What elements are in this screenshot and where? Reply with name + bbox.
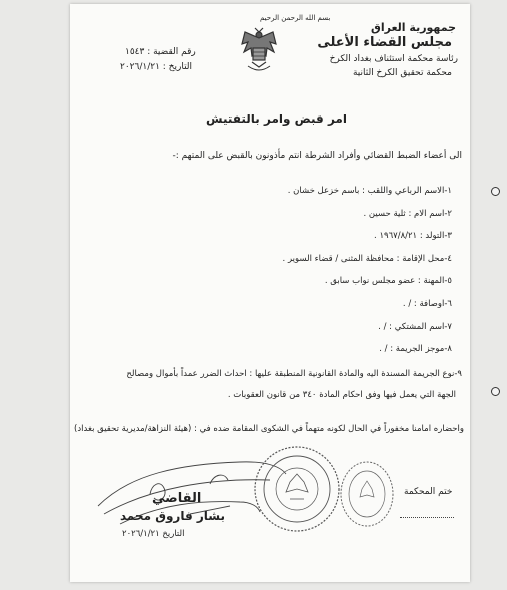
document-page [70,4,470,582]
list-item: ٥-المهنة : عضو مجلس نواب سابق . [324,276,452,286]
list-item: ٧-اسم المشتكي : / . [378,322,452,332]
closing-line: واحضاره امامنا مخفوراً في الحال لكونه متهماً في الشكوى المقامة ضده في : (هيئة النزاهة/مديرية تحقيق بغداد) [74,424,464,434]
court-seal-label: ختم المحكمة [404,487,453,497]
council-name: مجلس القضاء الأعلى [317,35,452,50]
country-name: جمهورية العراق [371,21,456,34]
basmala: بسم الله الرحمن الرحيم [260,14,331,22]
judge-seal-stamp [252,444,342,534]
list-item: ٣-التولد : ١٩٦٧/٨/٢١ . [374,231,452,241]
intro-line: الى أعضاء الضبط القضائي وأفراد الشرطة انتم مأذونون بالقبض على المتهم :- [172,151,462,161]
iraq-eagle-emblem-icon [240,26,278,76]
list-item: ٩-نوع الجريمة المسندة اليه والمادة القانونية المنطبقة عليها : احداث الضرر عمداً بأموال ومصالح [126,369,462,379]
presidency-name: رئاسة محكمة استئناف بغداد الكرخ [329,54,458,64]
document-title: امر قبض وامر بالتفتيش [206,112,347,126]
list-item: ٤-محل الإقامة : محافظة المثنى / قضاء السوير . [282,254,452,264]
court-seal-line [400,517,454,518]
judge-date: التاريخ ٢٠٢٦/١/٢١ [122,529,185,539]
list-item: ١-الاسم الرباعي واللقب : باسم خزعل خشان . [287,186,452,196]
court-seal-stamp [338,459,396,529]
list-item-continuation: الجهة التي يعمل فيها وفق احكام المادة ٣٤٠ من قانون العقوبات . [227,390,456,400]
court-name: محكمة تحقيق الكرخ الثانية [352,68,452,78]
header-date: التاريخ : ٢٠٢٦/١/٢١ [120,62,193,72]
list-item: ٦-اوصافة : / . [402,299,452,309]
list-item: ٨-موجز الجريمة : / . [379,344,452,354]
list-item: ٢-اسم الام : ثلية حسين . [363,209,452,219]
binder-hole [491,187,500,196]
judge-title: القاضي [152,491,202,506]
judge-name: بشار فاروق محمد [120,509,225,523]
case-number: رقم القضية : ١٥٤٣ [125,47,196,57]
binder-hole [491,387,500,396]
